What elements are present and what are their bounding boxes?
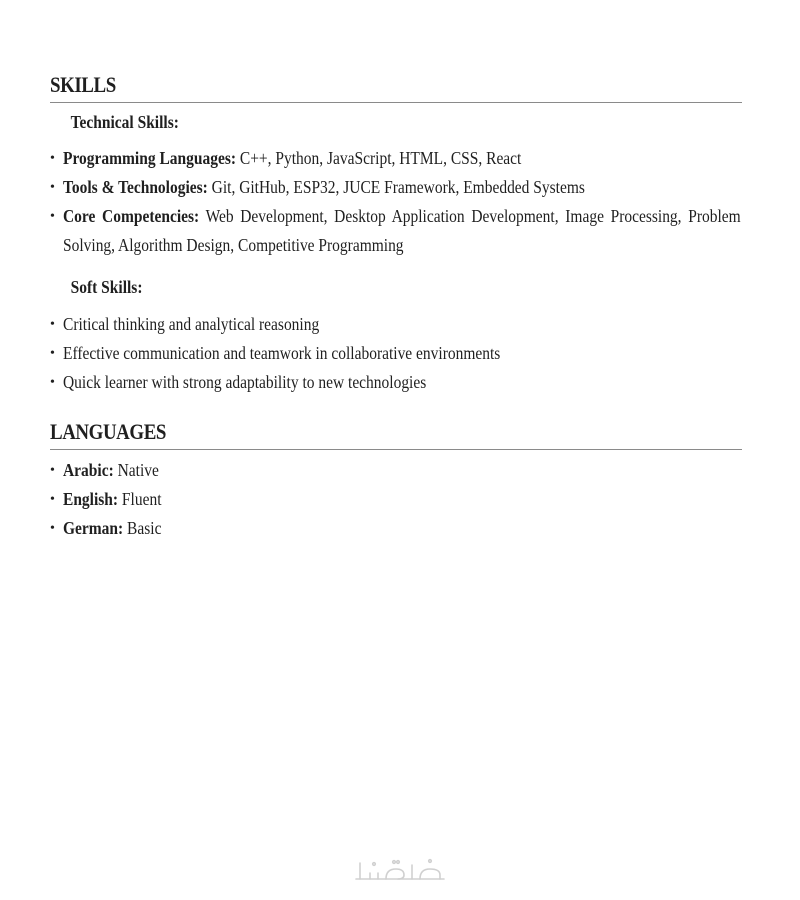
language-level: Fluent (121, 489, 162, 509)
list-item (50, 144, 742, 173)
skill-value: Web Development, Desktop Application Development, Image Processing, Problem (205, 206, 741, 226)
list-item (50, 310, 742, 339)
skill-label: Tools & Technologies: (63, 177, 208, 197)
skill-value: Git, GitHub, ESP32, JUCE Framework, Embedded Systems (211, 177, 585, 197)
list-item (50, 485, 742, 514)
bullet: • (50, 151, 55, 166)
technical-skills-list (50, 144, 742, 260)
languages-divider (50, 449, 742, 450)
skill-label: Programming Languages: (63, 148, 237, 168)
soft-skills-list (50, 310, 742, 397)
bullet: • (50, 375, 55, 390)
list-item (50, 368, 742, 397)
list-item (50, 456, 742, 485)
technical-skills-title: Technical Skills: (70, 112, 179, 132)
soft-skill-text: Quick learner with strong adaptability to new technologies (63, 372, 427, 392)
list-item (50, 173, 742, 202)
bullet: • (50, 180, 55, 195)
list-item (50, 339, 742, 368)
bullet: • (50, 492, 55, 507)
bullet: • (50, 209, 55, 224)
bullet: • (50, 463, 55, 478)
list-item (50, 514, 742, 543)
watermark-logo (352, 853, 448, 887)
skill-value-continued: Solving, Algorithm Design, Competitive Programming (63, 235, 404, 255)
language-level: Native (117, 460, 159, 480)
language-name: English: (63, 489, 119, 509)
language-level: Basic (127, 518, 162, 538)
bullet: • (50, 521, 55, 536)
bullet: • (50, 317, 55, 332)
skills-divider (50, 102, 742, 103)
bullet: • (50, 346, 55, 361)
soft-skill-text: Critical thinking and analytical reasoning (63, 314, 320, 334)
skill-label: Core Competencies: (63, 206, 200, 226)
language-name: German: (63, 518, 124, 538)
languages-heading: LANGUAGES (50, 419, 166, 444)
list-item (50, 202, 742, 260)
soft-skill-text: Effective communication and teamwork in collaborative environments (63, 343, 501, 363)
skill-value: C++, Python, JavaScript, HTML, CSS, React (239, 148, 522, 168)
soft-skills-title: Soft Skills: (70, 277, 143, 297)
languages-list (50, 456, 742, 543)
language-name: Arabic: (63, 460, 114, 480)
skills-heading: SKILLS (50, 72, 116, 97)
